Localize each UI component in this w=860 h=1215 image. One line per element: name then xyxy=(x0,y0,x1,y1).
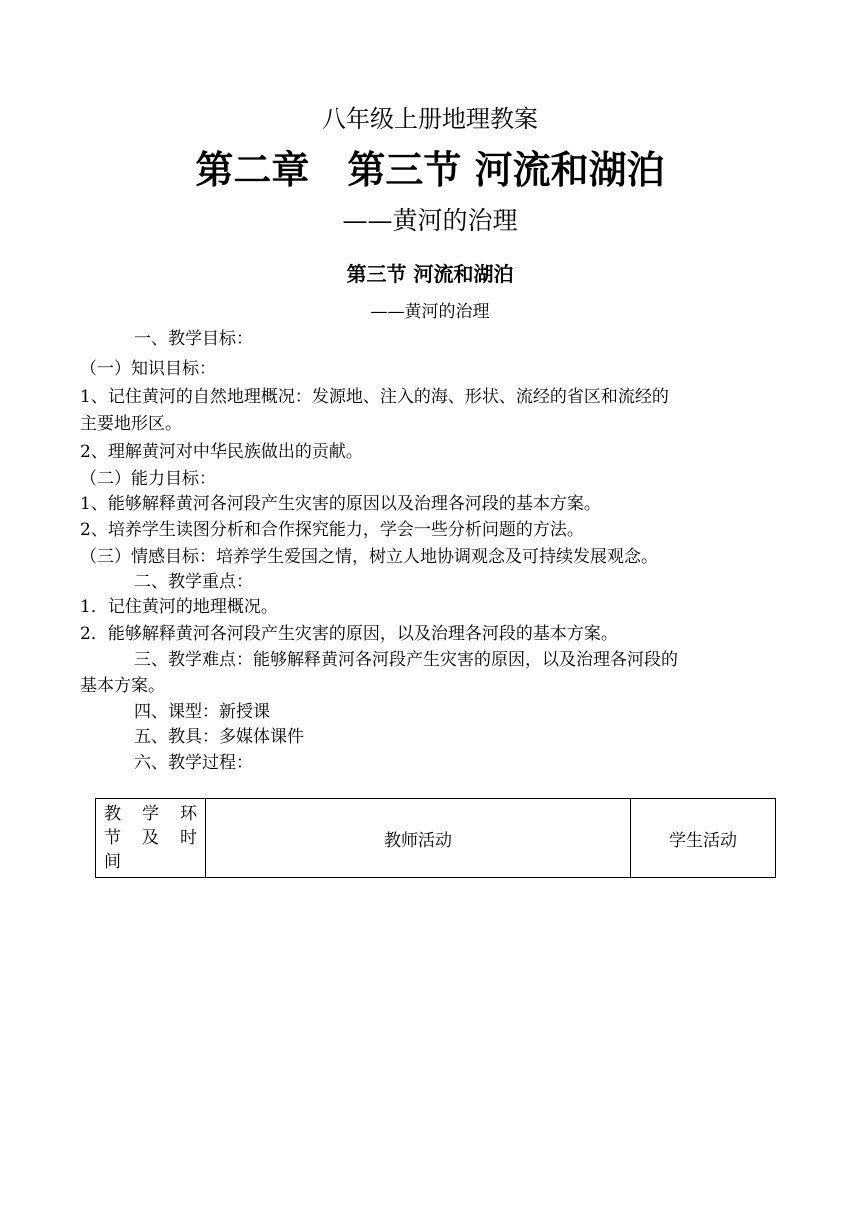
chapter-subtitle: ——黄河的治理 xyxy=(342,206,518,235)
ability-item-1: 1、能够解释黄河各河段产生灾害的原因以及治理各河段的基本方案。 xyxy=(80,494,601,514)
lesson-type: 四、课型：新授课 xyxy=(134,702,270,722)
stage-time-header xyxy=(96,799,206,878)
difficulty: 三、教学难点：能够解释黄河各河段产生灾害的原因，以及治理各河段的 xyxy=(134,650,678,670)
section-subtitle: ——黄河的治理 xyxy=(370,302,490,322)
student-activity-header: 学生活动 xyxy=(631,799,776,878)
chapter-title: 第二章 第三节 河流和湖泊 xyxy=(195,147,665,192)
key-points-heading: 二、教学重点： xyxy=(134,572,253,592)
emotion-objective: （三）情感目标：培养学生爱国之情，树立人地协调观念及可持续发展观念。 xyxy=(80,547,658,567)
section-title: 第三节 河流和湖泊 xyxy=(346,262,514,286)
process-heading: 六、教学过程： xyxy=(134,753,253,773)
ability-item-2: 2、培养学生读图分析和合作探究能力，学会一些分析问题的方法。 xyxy=(80,520,584,540)
teaching-process-table xyxy=(95,798,776,878)
knowledge-heading: （一）知识目标： xyxy=(80,359,216,379)
stage-time-header-line-1: 教 学 环 xyxy=(104,804,197,824)
objectives-heading: 一、教学目标： xyxy=(134,329,253,349)
teaching-tools: 五、教具：多媒体课件 xyxy=(134,727,304,747)
teacher-activity-header: 教师活动 xyxy=(206,799,631,878)
stage-time-header-line-3: 间 xyxy=(104,852,121,872)
ability-heading: （二）能力目标： xyxy=(80,469,216,489)
course-title: 八年级上册地理教案 xyxy=(322,105,538,133)
knowledge-item-2: 2、理解黄河对中华民族做出的贡献。 xyxy=(80,442,363,462)
table-row xyxy=(96,799,776,878)
key-point-1: 1．记住黄河的地理概况。 xyxy=(80,597,278,617)
knowledge-item-1: 1、记住黄河的自然地理概况：发源地、注入的海、形状、流经的省区和流经的 xyxy=(80,387,669,407)
knowledge-item-1-cont: 主要地形区。 xyxy=(80,414,182,434)
stage-time-header-line-2: 节 及 时 xyxy=(104,828,197,848)
difficulty-cont: 基本方案。 xyxy=(80,676,165,696)
key-point-2: 2．能够解释黄河各河段产生灾害的原因，以及治理各河段的基本方案。 xyxy=(80,624,618,644)
